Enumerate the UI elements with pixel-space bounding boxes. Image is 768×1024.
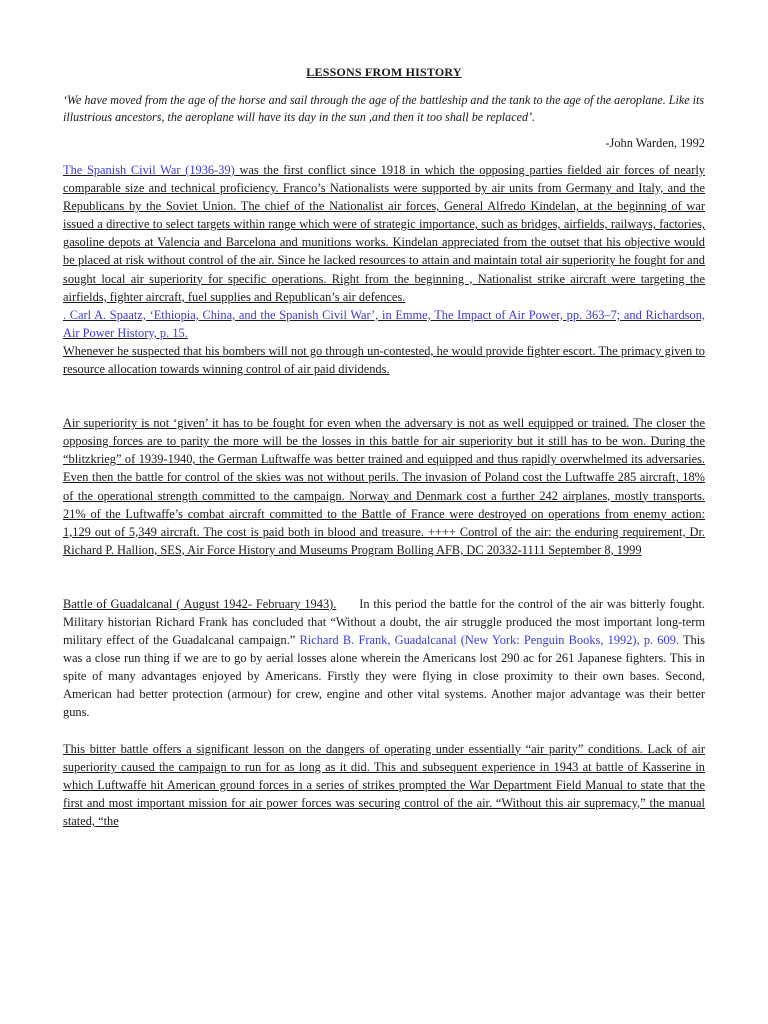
quote-attribution: -John Warden, 1992 [605, 136, 705, 150]
paragraph-text: In this period the battle for the control of the air was bitterly fought. Military historian Richard Frank has concluded that “Without a doubt, the air struggle produced the most important long-term military effect of the Guadalcanal campaign.” [63, 596, 709, 648]
paragraph-text: This was a close run thing if we are to go by aerial losses alone wherein the Americans lost 290 ac for 261 Japanese fighters. This in spite of many advantages enjoyed by Americans. Firstly they were flying in close proximity to their own bases. Second, American had better protection (armour) for crew, engine and other vital systems. Another major advantage was their better guns. [63, 633, 705, 720]
document-title: LESSONS FROM HISTORY [306, 65, 462, 79]
paragraph-spacer [63, 722, 705, 740]
paragraph-text: Whenever he suspected that his bombers will not go through un-contested, he would provide fighter escort. The primacy given to resource allocation towards winning control of air paid dividends. [63, 343, 705, 377]
paragraph-spacer [63, 577, 705, 595]
document-page [63, 64, 709, 830]
paragraph-spanish-civil-war [63, 161, 705, 378]
epigraph-quote: ‘We have moved from the age of the horse and sail through the age of the battleship and the tank to the age of the aeroplane. Like its illustrious ancestors, the aeroplane will have its day in the sun ,and then it too shall be replaced’. [63, 93, 705, 124]
guadalcanal-heading: Battle of Guadalcanal ( August 1942- February 1943). [63, 596, 337, 611]
spanish-civil-war-link[interactable]: The Spanish Civil War (1936-39) [63, 163, 235, 177]
paragraph-spacer [63, 396, 705, 414]
paragraph-bitter-battle: This bitter battle offers a significant lesson on the dangers of operating under essentially “air parity” conditions. Lack of air superiority caused the campaign to run for as long as it did. This and subsequent experience in 1943 at battle of Kasserine in which Luftwaffe hit American ground forces in a series of strikes prompted the War Department Field Manual to state that the first and most important mission for air power forces was securing control of the air. “Without this air supremacy,” the manual stated, “the [63, 741, 705, 828]
paragraph-text: was the first conflict since 1918 in which the opposing parties fielded air forces of nearly comparable size and technical proficiency. Franco’s Nationalists were supported by air units from Germany and Italy, and the Republicans by the Soviet Union. The chief of the Nationalist air forces, General Alfredo Kindelan, at the beginning of war issued a directive to select targets within range which were of strategic importance, such as bridges, airfields, railways, factories, gasoline depots at Valencia and Barcelona and munitions works. Kindelan appreciated from the outset that his objective would be placed at risk without control of the air. Since he lacked resources to attain and maintain total air superiority he fought for and sought local air superiority for specific operations. Right from the beginning , Nationalist strike aircraft were targeting the airfields, fighter aircraft, fuel supplies and Republican’s air defences. [63, 163, 705, 304]
paragraph-spacer [63, 559, 705, 577]
citation-frank: Richard B. Frank, Guadalcanal (New York: Penguin Books, 1992), p. 609. [299, 633, 679, 648]
citation-spaatz: . Carl A. Spaatz, ‘Ethiopia, China, and the Spanish Civil War’, in Emme, The Impact of Air Power, pp. 363–7; and Richardson, Air Power History, p. 15. [63, 307, 705, 340]
paragraph-spacer [63, 378, 705, 396]
paragraph-air-superiority: Air superiority is not ‘given’ it has to be fought for even when the adversary is not as well equipped or trained. The closer the opposing forces are to parity the more will be the losses in this battle for air superiority but it still has to be won. During the “blitzkrieg” of 1939-1940, the German Luftwaffe was better trained and equipped and thus rapidly overwhelmed its adversaries. Even then the battle for control of the skies was not without perils. The invasion of Poland cost the Luftwaffe 285 aircraft, 18% of the operational strength committed to the campaign. Norway and Denmark cost a further 242 airplanes, mostly transports. 21% of the Luftwaffe’s combat aircraft committed to the Battle of France were destroyed on operations from enemy action: 1,129 out of 5,349 aircraft. The cost is paid both in blood and treasure. ++++ Control of the air: the enduring requirement, Dr. Richard P. Hallion, SES, Air Force History and Museums Program Bolling AFB, DC 20332-1111 September 8, 1999 [63, 416, 705, 557]
paragraph-guadalcanal [63, 595, 709, 722]
